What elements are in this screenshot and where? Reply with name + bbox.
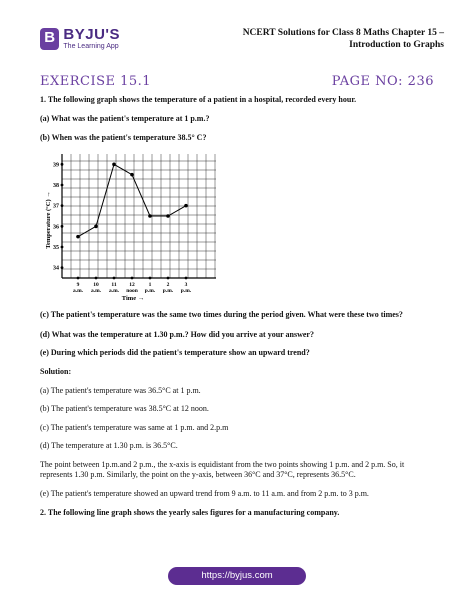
logo-name: BYJU'S [63, 26, 120, 43]
chart-xtick-label: a.m. [72, 288, 84, 294]
chart-data-point [184, 204, 188, 208]
chart-xtick-label: a.m. [90, 288, 102, 294]
solution-e: (e) The patient's temperature showed an upward trend from 9 a.m. to 11 a.m. and from 2 p.m. to 3 p.m. [40, 489, 369, 498]
chart-xtick-label: 3 [184, 282, 188, 288]
document-title [224, 27, 444, 51]
chart-ytick-label: 39 [53, 162, 59, 169]
chart-xtick-dot [149, 277, 152, 280]
chart-ytick-dot [61, 225, 64, 228]
chart-data-point [148, 214, 152, 218]
chart-xtick-dot [113, 277, 116, 280]
temperature-chart-svg [40, 150, 220, 305]
question-1-text: 1. The following graph shows the temperature of a patient in a hospital, recorded every hour. [40, 95, 357, 104]
chart-ytick-dot [61, 246, 64, 249]
chart-xtick-dot [131, 277, 134, 280]
page-number: PAGE NO: 236 [331, 74, 434, 89]
chart-xtick-label: p.m. [180, 288, 192, 294]
chart-xtick-label: 9 [76, 282, 80, 288]
chart-xtick-label: 1 [148, 282, 152, 288]
exercise-title: EXERCISE 15.1 [40, 74, 152, 89]
solution-a: (a) The patient's temperature was 36.5°C at 1 p.m. [40, 386, 201, 395]
chart-xtick-dot [167, 277, 170, 280]
chart-xtick-label: 10 [93, 282, 99, 288]
chart-xtick-dot [185, 277, 188, 280]
chart-ytick-label: 38 [53, 183, 59, 189]
question-1d: (d) What was the temperature at 1.30 p.m.? How did you arrive at your answer? [40, 330, 314, 339]
temperature-chart [40, 150, 220, 305]
chart-xtick-label: a.m. [108, 288, 120, 294]
chart-ytick-dot [61, 163, 64, 166]
chart-xtick-label: 2 [166, 282, 170, 288]
question-1b: (b) When was the patient's temperature 38.5° C? [40, 133, 207, 142]
chart-data-point [112, 163, 116, 167]
question-1c: (c) The patient's temperature was the same two times during the period given. What were these two times? [40, 310, 403, 319]
chart-ytick-label: 35 [53, 245, 59, 251]
byjus-logo-icon [40, 28, 59, 50]
document-title-line2: Introduction to Graphs [349, 40, 444, 50]
chart-xtick-dot [77, 277, 80, 280]
chart-data-point [76, 235, 80, 239]
chart-xtick-label: p.m. [144, 288, 156, 294]
byjus-logo [40, 24, 120, 54]
chart-xtick-label: p.m. [162, 288, 174, 294]
page-header [0, 0, 474, 64]
chart-ytick-dot [61, 204, 64, 207]
solution-explanation: The point between 1p.m.and 2 p.m., the x-axis is equidistant from the two points showing 1 p.m. and 2 p.m. So, it represents 1.30 p.m. Similarly, the point on the y-axis, between 36°C and 37°C, represents 36.5°C. [40, 460, 405, 479]
chart-ytick-label: 37 [53, 203, 59, 210]
chart-xtick-dot [95, 277, 98, 280]
chart-ytick-label: 36 [53, 224, 59, 231]
question-2-text: 2. The following line graph shows the yearly sales figures for a manufacturing company. [40, 508, 340, 517]
solution-b: (b) The patient's temperature was 38.5°C at 12 noon. [40, 404, 209, 413]
chart-ytick-dot [61, 184, 64, 187]
chart-data-point [130, 173, 134, 177]
chart-xtick-label: noon [126, 288, 138, 294]
chart-data-point [94, 225, 98, 229]
question-1e: (e) During which periods did the patient's temperature show an upward trend? [40, 348, 310, 357]
solution-label: Solution: [40, 367, 72, 376]
question-1a: (a) What was the patient's temperature at 1 p.m.? [40, 114, 210, 123]
document-title-line1: NCERT Solutions for Class 8 Maths Chapter 15 – [242, 28, 444, 38]
exercise-heading-row [40, 74, 434, 90]
chart-ylabel: Temperature (°C) → [45, 191, 52, 249]
logo-tagline: The Learning App [63, 43, 119, 50]
chart-xlabel: Time → [121, 295, 145, 302]
chart-xtick-label: 12 [129, 282, 135, 288]
website-link[interactable]: https://byjus.com [168, 567, 306, 585]
chart-xtick-label: 11 [111, 282, 117, 288]
solution-c: (c) The patient's temperature was same at 1 p.m. and 2.p.m [40, 423, 229, 432]
chart-data-point [166, 214, 170, 218]
chart-ytick-dot [61, 266, 64, 269]
solution-d: (d) The temperature at 1.30 p.m. is 36.5°C. [40, 441, 178, 450]
chart-ytick-label: 34 [53, 265, 59, 272]
